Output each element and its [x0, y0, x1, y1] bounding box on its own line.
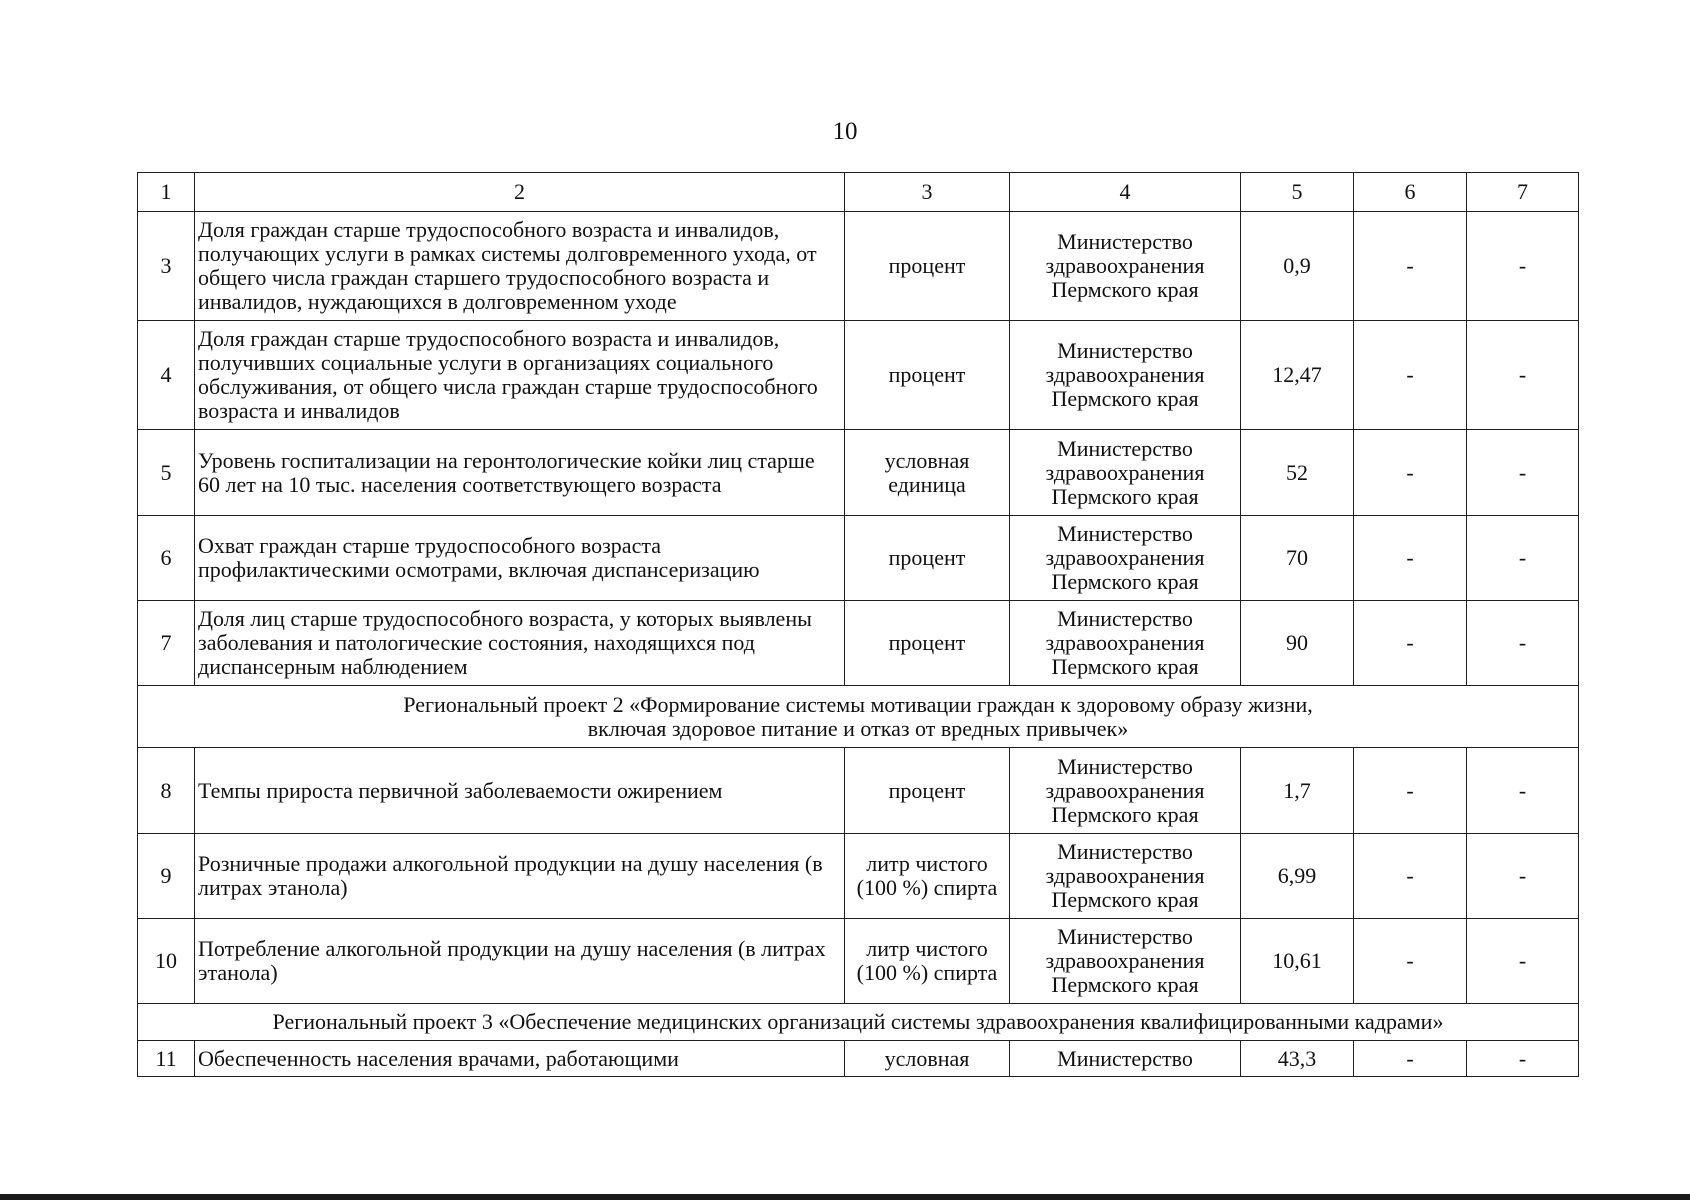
responsible: Министерство здравоохранения Пермского края — [1010, 601, 1241, 686]
indicator-name: Доля граждан старше трудоспособного возраста и инвалидов, получающих услуги в рамках системы долговременного ухода, от общего числа граждан старшего трудоспособного возраста и инвалидов, нуждающихся в долговременном уходе — [195, 212, 845, 321]
section-title — [138, 686, 1579, 748]
unit: процент — [845, 748, 1010, 834]
responsible: Министерство здравоохранения Пермского края — [1010, 516, 1241, 601]
unit: условная единица — [845, 430, 1010, 516]
section-title-line: включая здоровое питание и отказ от вредных привычек» — [587, 715, 1129, 741]
column-header: 2 — [195, 173, 845, 212]
col6-value: - — [1354, 1041, 1467, 1077]
col6-value: - — [1354, 919, 1467, 1004]
value: 90 — [1241, 601, 1354, 686]
table-row — [138, 1041, 1579, 1077]
column-header: 3 — [845, 173, 1010, 212]
table-row — [138, 601, 1579, 686]
row-number: 7 — [138, 601, 195, 686]
value: 52 — [1241, 430, 1354, 516]
row-number: 11 — [138, 1041, 195, 1077]
unit: процент — [845, 516, 1010, 601]
column-header: 4 — [1010, 173, 1241, 212]
table-row — [138, 321, 1579, 430]
column-header: 1 — [138, 173, 195, 212]
page-number: 10 — [832, 118, 858, 145]
col6-value: - — [1354, 321, 1467, 430]
responsible: Министерство — [1010, 1041, 1241, 1077]
indicator-name: Обеспеченность населения врачами, работающими — [195, 1041, 845, 1077]
indicator-name: Уровень госпитализации на геронтологические койки лиц старше 60 лет на 10 тыс. населения соответствующего возраста — [195, 430, 845, 516]
col6-value: - — [1354, 430, 1467, 516]
column-header: 7 — [1467, 173, 1579, 212]
responsible: Министерство здравоохранения Пермского края — [1010, 919, 1241, 1004]
unit: литр чистого (100 %) спирта — [845, 834, 1010, 919]
table-header-row — [138, 173, 1579, 212]
unit: процент — [845, 321, 1010, 430]
section-header-row — [138, 686, 1579, 748]
row-number: 5 — [138, 430, 195, 516]
indicator-name: Розничные продажи алкогольной продукции на душу населения (в литрах этанола) — [195, 834, 845, 919]
value: 43,3 — [1241, 1041, 1354, 1077]
indicators-table — [137, 172, 1579, 1077]
col6-value: - — [1354, 212, 1467, 321]
unit: литр чистого (100 %) спирта — [845, 919, 1010, 1004]
row-number: 3 — [138, 212, 195, 321]
row-number: 9 — [138, 834, 195, 919]
indicator-name: Охват граждан старше трудоспособного возраста профилактическими осмотрами, включая диспансеризацию — [195, 516, 845, 601]
row-number: 6 — [138, 516, 195, 601]
unit: процент — [845, 601, 1010, 686]
column-header: 6 — [1354, 173, 1467, 212]
table-row — [138, 516, 1579, 601]
value: 70 — [1241, 516, 1354, 601]
col7-value: - — [1467, 212, 1579, 321]
responsible: Министерство здравоохранения Пермского края — [1010, 748, 1241, 834]
table-row — [138, 919, 1579, 1004]
unit: условная — [845, 1041, 1010, 1077]
col7-value: - — [1467, 516, 1579, 601]
indicator-name: Темпы прироста первичной заболеваемости ожирением — [195, 748, 845, 834]
scan-bottom-edge — [0, 1194, 1690, 1200]
value: 10,61 — [1241, 919, 1354, 1004]
row-number: 10 — [138, 919, 195, 1004]
col7-value: - — [1467, 1041, 1579, 1077]
value: 12,47 — [1241, 321, 1354, 430]
table-row — [138, 212, 1579, 321]
value: 0,9 — [1241, 212, 1354, 321]
col6-value: - — [1354, 516, 1467, 601]
value: 6,99 — [1241, 834, 1354, 919]
col7-value: - — [1467, 748, 1579, 834]
responsible: Министерство здравоохранения Пермского края — [1010, 321, 1241, 430]
responsible: Министерство здравоохранения Пермского края — [1010, 834, 1241, 919]
col6-value: - — [1354, 748, 1467, 834]
row-number: 8 — [138, 748, 195, 834]
col6-value: - — [1354, 834, 1467, 919]
col7-value: - — [1467, 430, 1579, 516]
section-title: Региональный проект 3 «Обеспечение медицинских организаций системы здравоохранения квалифицированными кадрами» — [138, 1004, 1579, 1041]
unit: процент — [845, 212, 1010, 321]
col7-value: - — [1467, 834, 1579, 919]
indicator-name: Доля лиц старше трудоспособного возраста, у которых выявлены заболевания и патологические состояния, находящихся под диспансерным наблюдением — [195, 601, 845, 686]
table-row — [138, 430, 1579, 516]
section-header-row — [138, 1004, 1579, 1041]
section-title-line: Региональный проект 2 «Формирование системы мотивации граждан к здоровому образу жизни, — [403, 691, 1313, 717]
row-number: 4 — [138, 321, 195, 430]
table-row — [138, 834, 1579, 919]
col7-value: - — [1467, 919, 1579, 1004]
value: 1,7 — [1241, 748, 1354, 834]
table-row — [138, 748, 1579, 834]
col6-value: - — [1354, 601, 1467, 686]
column-header: 5 — [1241, 173, 1354, 212]
col7-value: - — [1467, 321, 1579, 430]
col7-value: - — [1467, 601, 1579, 686]
indicator-name: Доля граждан старше трудоспособного возраста и инвалидов, получивших социальные услуги в организациях социального обслуживания, от общего числа граждан старше трудоспособного возраста и инвалидов — [195, 321, 845, 430]
indicator-name: Потребление алкогольной продукции на душу населения (в литрах этанола) — [195, 919, 845, 1004]
responsible: Министерство здравоохранения Пермского края — [1010, 430, 1241, 516]
responsible: Министерство здравоохранения Пермского края — [1010, 212, 1241, 321]
